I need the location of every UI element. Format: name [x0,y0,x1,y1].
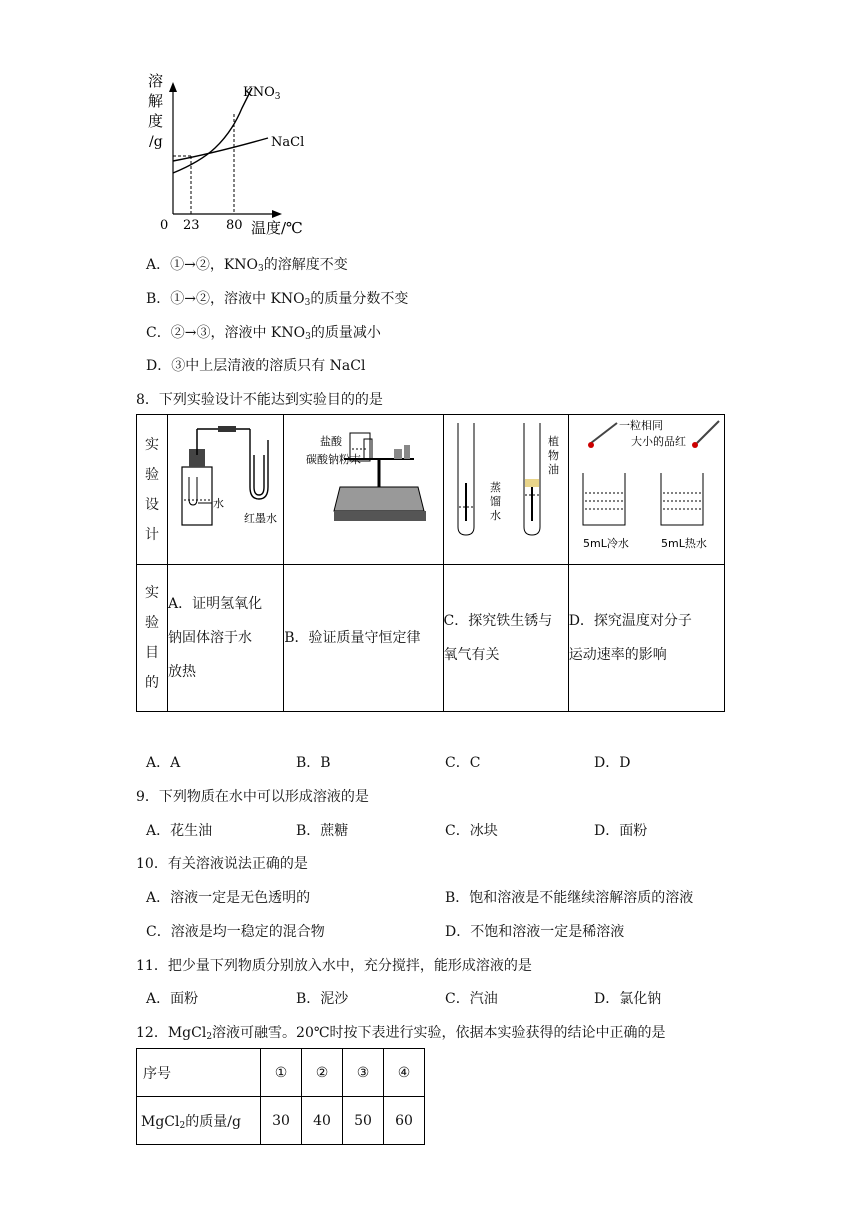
q8-choice-b: B．B [296,755,331,771]
table-header-4: ④ [384,1049,425,1097]
label-same-size: 一粒相同 [618,419,663,432]
series-label-nacl: NaCl [271,135,305,150]
purpose-b: B．验证质量守恒定律 [284,565,443,712]
svg-text:蒸: 蒸 [489,481,501,494]
y-unit-label: /g [149,134,163,150]
x-axis-arrow [272,210,282,218]
q10-stem: 10．有关溶液说法正确的是 [136,856,308,872]
q8-choice-d: D．D [594,755,631,771]
q7-option-c: C．②→③，溶液中 $KNO_3$的质量减小 [146,325,381,342]
series-label-kno3: $KNO_3$ [243,85,281,102]
design-cell-b [284,415,443,565]
y-label-char-2: 解 [148,92,164,110]
label-vegetable-oil [548,434,559,476]
x-tick-80: 80 [226,218,243,233]
q11-choice-b: B．泥沙 [296,991,349,1007]
q12-stem: 12．MgCl$_2$溶液可融雪。20℃时按下表进行实验，依据本实验获得的结论中正确的是 [136,1025,666,1042]
q8-experiment-table [136,414,725,712]
x-axis-label: 温度/℃ [251,219,303,237]
label-red-dye: 大小的品红 [630,435,686,448]
y-axis-label [148,72,163,150]
svg-text:植: 植 [547,435,559,448]
svg-text:油: 油 [547,463,559,476]
y-axis-arrow [169,82,177,92]
q11-choice-c: C．汽油 [445,991,498,1007]
table-cell-mass-4: 60 [384,1097,425,1145]
label-hydrochloric-acid: 盐酸 [320,435,343,448]
q8-choice-c: C．C [445,755,481,771]
table-cell-mass-1: 30 [261,1097,302,1145]
series-kno3-curve [173,88,252,173]
y-label-char-1: 溶 [148,72,164,90]
q8-stem: 8．下列实验设计不能达到实验目的的是 [136,392,383,408]
svg-text:水: 水 [489,509,501,522]
q12-data-table [136,1048,425,1145]
x-tick-23: 23 [183,218,200,233]
svg-text:馏: 馏 [489,495,501,508]
q9-stem: 9．下列物质在水中可以形成溶液的是 [136,789,369,805]
q9-choice-c: C．冰块 [445,823,498,839]
q11-choice-d: D．氯化钠 [594,991,662,1007]
apparatus-b-figure [284,415,442,560]
design-cell-a [168,415,284,565]
label-water: 水 [213,497,225,510]
q9-choice-b: B．蔗糖 [296,823,349,839]
origin-label: 0 [160,218,169,233]
row-head-design: 实 验 设 计 [137,415,168,565]
design-cell-d [568,415,724,565]
q11-choice-a: A．面粉 [146,991,199,1007]
label-sodium-carbonate: 碳酸钠粉末 [306,453,362,466]
table-cell-mass-2: 40 [302,1097,343,1145]
q10-choice-c: C．溶液是均一稳定的混合物 [146,924,325,940]
label-red-ink: 红墨水 [244,512,278,525]
apparatus-c-figure [444,415,568,560]
table-header-2: ② [302,1049,343,1097]
q7-option-a: A．①→②，$KNO_3$的溶解度不变 [146,257,348,274]
q9-choice-d: D．面粉 [594,823,648,839]
q10-choice-d: D．不饱和溶液一定是稀溶液 [445,924,625,940]
label-hot-water: 5mL热水 [660,537,707,550]
design-cell-c [443,415,568,565]
table-header-1: ① [261,1049,302,1097]
solubility-chart [140,66,320,241]
q9-choice-a: A．花生油 [146,823,213,839]
q8-choice-a: A．A [146,755,181,771]
q7-option-d: D．③中上层清液的溶质只有 NaCl [146,358,366,374]
table-header-label: 序号 [137,1049,261,1097]
q10-choice-b: B．饱和溶液是不能继续溶解溶质的溶液 [445,890,694,906]
table-header-3: ③ [343,1049,384,1097]
label-distilled-water [490,480,501,522]
svg-text:物: 物 [547,449,559,462]
purpose-c: C．探究铁生锈与 氧气有关 [443,565,568,712]
apparatus-a-figure [168,415,283,560]
q10-choice-a: A．溶液一定是无色透明的 [146,890,311,906]
table-cell-mass-3: 50 [343,1097,384,1145]
purpose-a: A．证明氢氧化 钠固体溶于水 放热 [168,565,284,712]
q7-option-b: B．①→②，溶液中 $KNO_3$的质量分数不变 [146,291,409,308]
y-label-char-3: 度 [148,112,164,130]
row-head-purpose: 实 验 目 的 [137,565,168,712]
q11-stem: 11．把少量下列物质分别放入水中，充分搅拌，能形成溶液的是 [136,958,532,974]
apparatus-d-figure [569,415,724,560]
table-row-label-mass: MgCl$_2$的质量/g [137,1097,261,1145]
purpose-d: D．探究温度对分子 运动速率的影响 [568,565,724,712]
label-cold-water: 5mL冷水 [582,537,629,550]
